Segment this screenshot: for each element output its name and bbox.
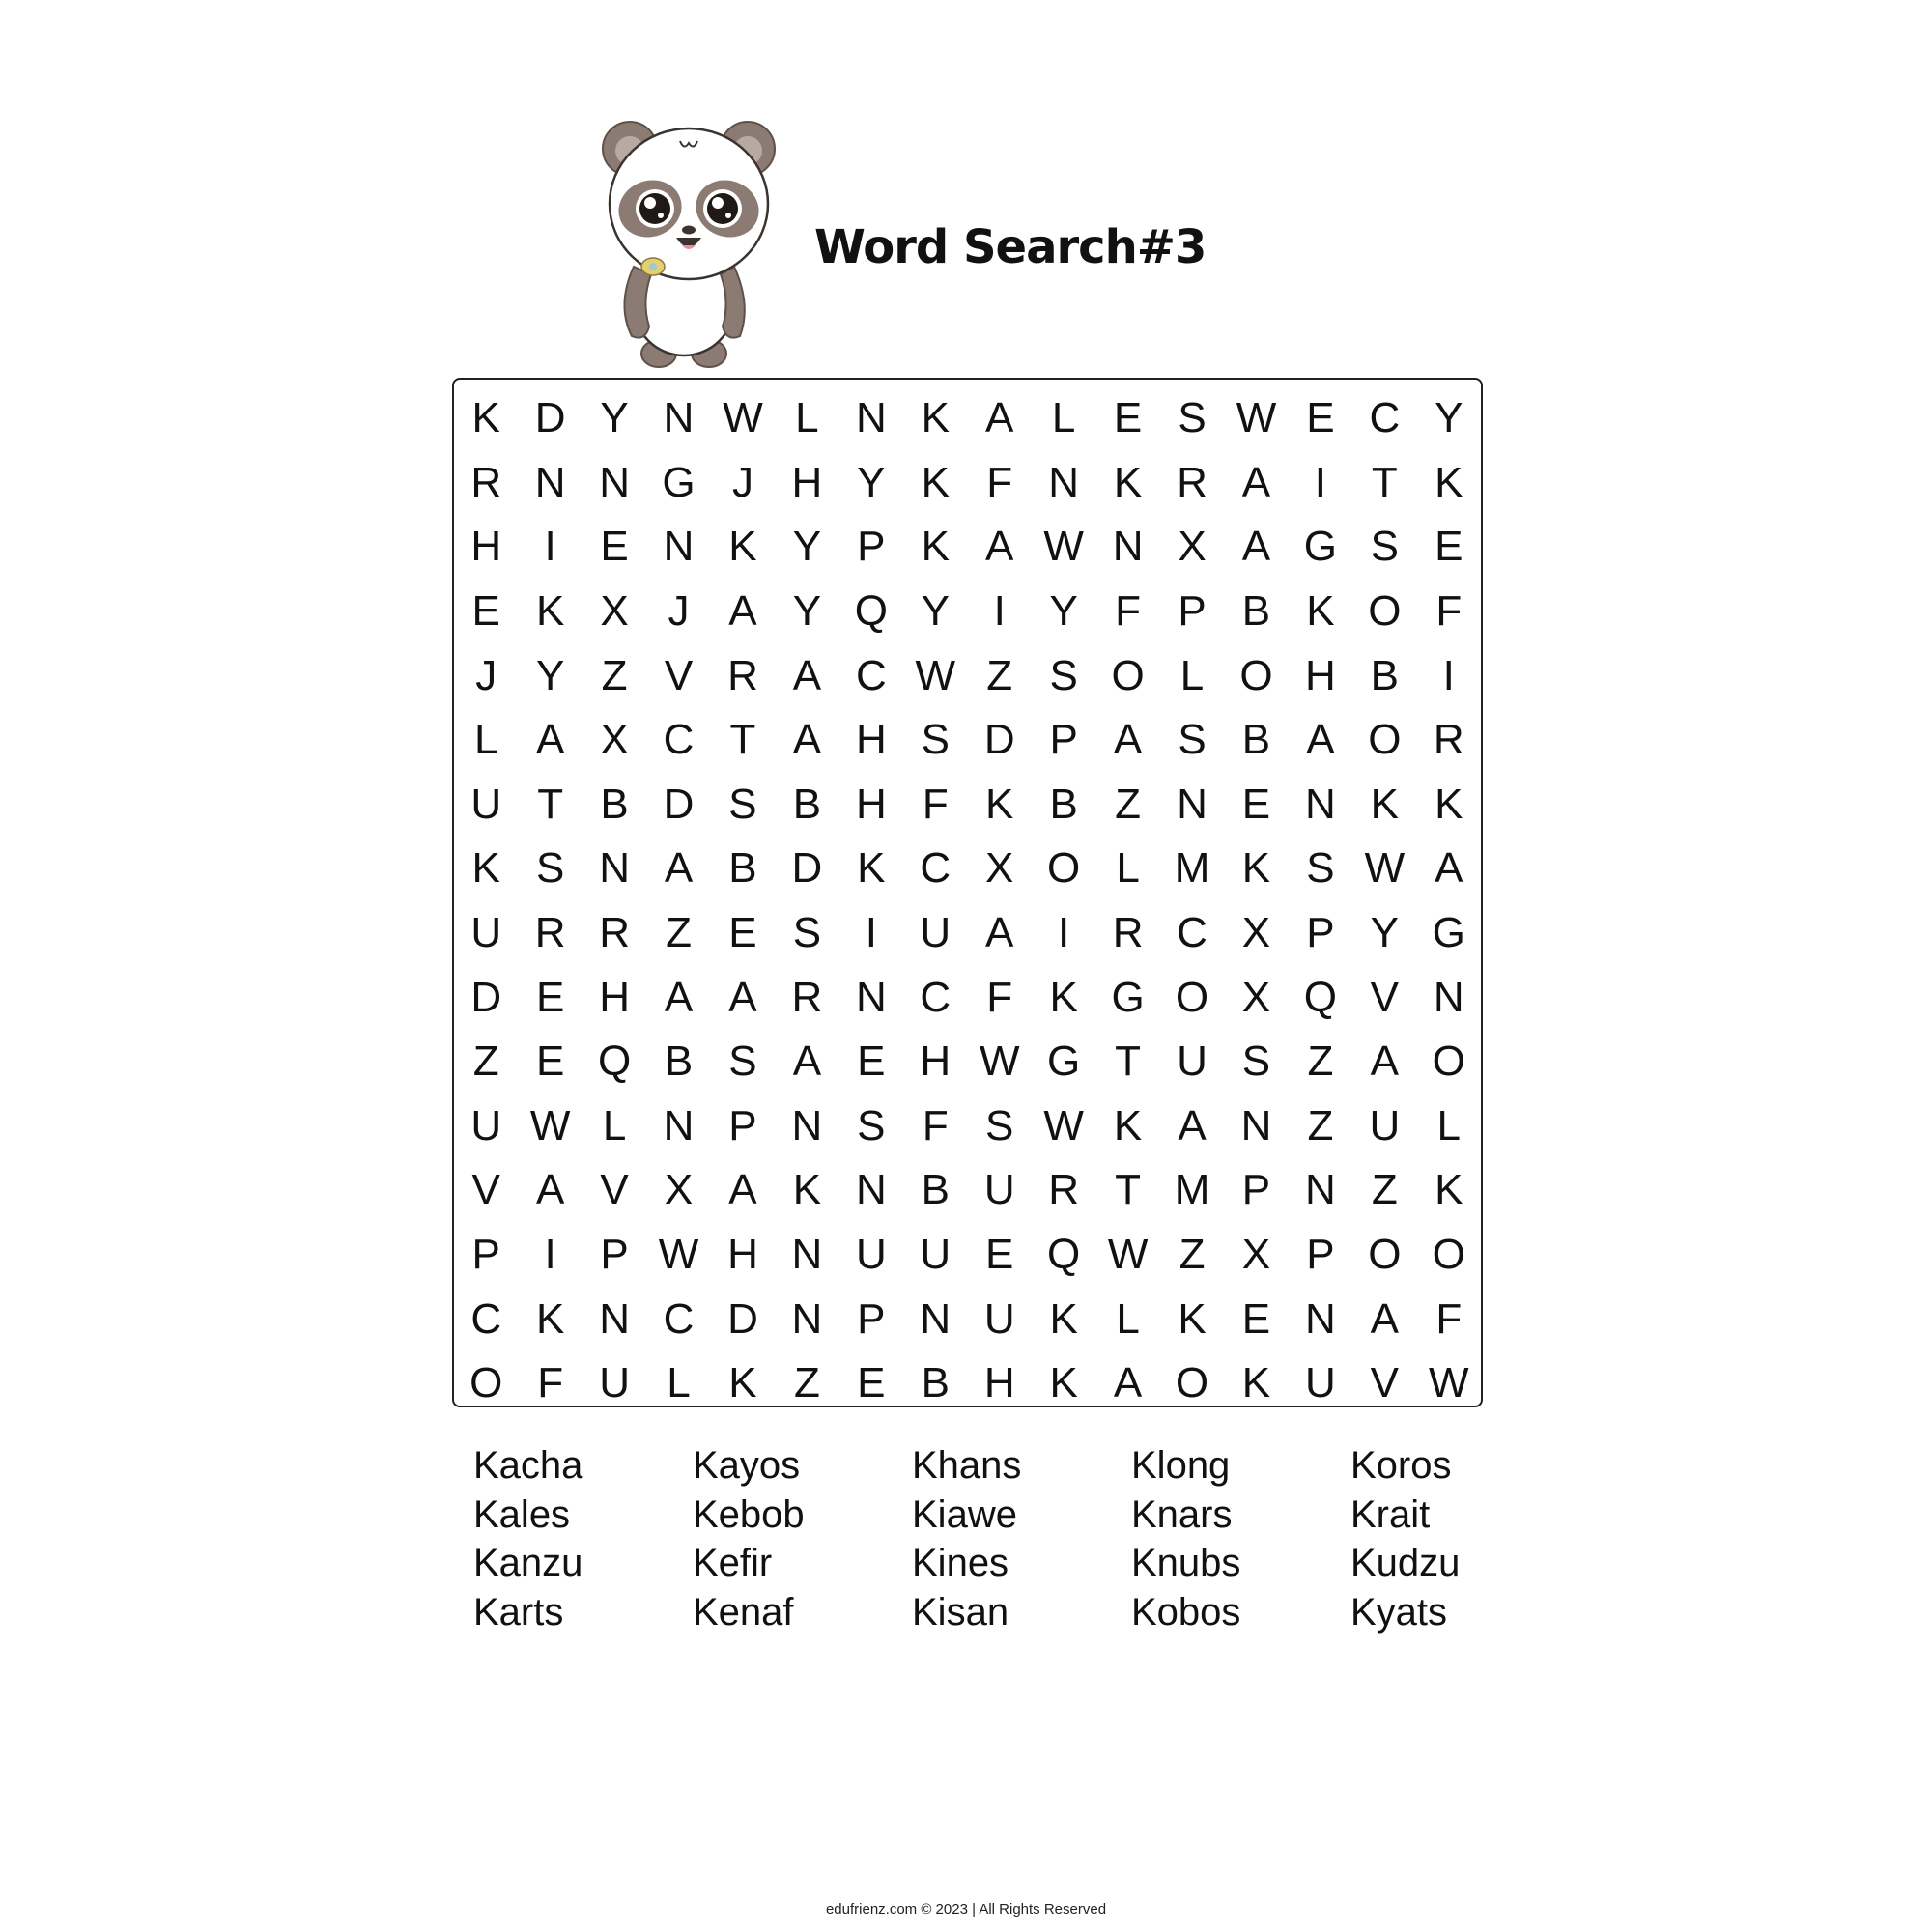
- grid-cell[interactable]: B: [792, 780, 822, 828]
- grid-cell[interactable]: K: [1435, 1166, 1463, 1214]
- grid-cell[interactable]: N: [1305, 780, 1336, 828]
- grid-cell[interactable]: S: [1178, 716, 1207, 764]
- grid-cell[interactable]: K: [535, 587, 565, 636]
- grid-cell[interactable]: O: [1368, 1231, 1402, 1279]
- grid-cell[interactable]: W: [1043, 1101, 1084, 1150]
- grid-cell[interactable]: N: [1112, 523, 1144, 571]
- grid-cell[interactable]: K: [1306, 587, 1335, 636]
- grid-cell[interactable]: U: [983, 1294, 1015, 1343]
- grid-cell[interactable]: H: [1305, 651, 1336, 699]
- grid-cell[interactable]: T: [729, 716, 756, 764]
- grid-cell[interactable]: R: [727, 651, 758, 699]
- grid-cell[interactable]: C: [470, 1294, 502, 1343]
- grid-cell[interactable]: J: [668, 587, 690, 636]
- grid-cell[interactable]: P: [728, 1101, 757, 1150]
- grid-cell[interactable]: K: [985, 780, 1014, 828]
- grid-cell[interactable]: G: [1303, 523, 1338, 571]
- grid-cell[interactable]: Q: [1047, 1231, 1081, 1279]
- grid-cell[interactable]: E: [1113, 394, 1143, 442]
- grid-cell[interactable]: B: [664, 1037, 694, 1086]
- grid-cell[interactable]: N: [1048, 458, 1080, 506]
- grid-cell[interactable]: A: [728, 587, 757, 636]
- grid-cell[interactable]: Z: [601, 651, 628, 699]
- grid-cell[interactable]: I: [865, 909, 877, 957]
- grid-cell[interactable]: O: [469, 1359, 503, 1407]
- grid-cell[interactable]: U: [1305, 1359, 1336, 1407]
- grid-cell[interactable]: K: [1113, 458, 1143, 506]
- grid-cell[interactable]: S: [921, 716, 950, 764]
- grid-cell[interactable]: C: [920, 973, 952, 1021]
- grid-cell[interactable]: K: [792, 1166, 822, 1214]
- grid-cell[interactable]: I: [1314, 458, 1327, 506]
- grid-cell[interactable]: A: [1370, 1037, 1400, 1086]
- grid-cell[interactable]: K: [1370, 780, 1400, 828]
- grid-cell[interactable]: K: [471, 844, 500, 893]
- grid-cell[interactable]: E: [1435, 523, 1463, 571]
- grid-cell[interactable]: I: [1442, 651, 1455, 699]
- grid-cell[interactable]: B: [921, 1166, 950, 1214]
- grid-cell[interactable]: O: [1368, 587, 1402, 636]
- grid-cell[interactable]: A: [792, 1037, 822, 1086]
- grid-cell[interactable]: N: [663, 1101, 695, 1150]
- grid-cell[interactable]: I: [544, 523, 556, 571]
- grid-cell[interactable]: K: [471, 394, 500, 442]
- word-list: [473, 1441, 1570, 1636]
- grid-cell[interactable]: Y: [1435, 394, 1463, 442]
- grid-cell[interactable]: S: [728, 780, 757, 828]
- grid-cell[interactable]: R: [1112, 909, 1144, 957]
- grid-cell[interactable]: W: [979, 1037, 1020, 1086]
- letter-grid[interactable]: [454, 386, 1481, 1416]
- grid-cell[interactable]: O: [1368, 716, 1402, 764]
- grid-cell[interactable]: Q: [854, 587, 888, 636]
- grid-cell[interactable]: P: [600, 1231, 629, 1279]
- grid-cell[interactable]: Z: [1307, 1037, 1334, 1086]
- word-list-item: Kisan: [912, 1590, 1009, 1634]
- grid-cell[interactable]: P: [857, 523, 886, 571]
- word-list-item: Kebob: [693, 1492, 805, 1536]
- grid-cell[interactable]: W: [529, 1101, 571, 1150]
- grid-cell[interactable]: L: [1436, 1101, 1462, 1150]
- word-list-item: Kayos: [693, 1444, 801, 1487]
- grid-cell[interactable]: U: [920, 1231, 952, 1279]
- grid-cell[interactable]: G: [1047, 1037, 1081, 1086]
- grid-cell[interactable]: O: [1111, 651, 1145, 699]
- grid-cell[interactable]: G: [1432, 909, 1465, 957]
- grid-cell[interactable]: E: [728, 909, 757, 957]
- grid-cell[interactable]: D: [983, 716, 1015, 764]
- grid-cell[interactable]: X: [1241, 973, 1271, 1021]
- grid-cell[interactable]: V: [600, 1166, 629, 1214]
- grid-cell[interactable]: L: [1116, 1294, 1140, 1343]
- grid-cell[interactable]: T: [1115, 1166, 1142, 1214]
- word-list-item: Kefir: [693, 1542, 773, 1584]
- grid-cell[interactable]: N: [663, 523, 695, 571]
- grid-cell[interactable]: S: [1306, 844, 1335, 893]
- grid-cell[interactable]: S: [535, 844, 565, 893]
- grid-cell[interactable]: V: [471, 1166, 500, 1214]
- grid-cell[interactable]: V: [1370, 973, 1400, 1021]
- grid-cell[interactable]: O: [1047, 844, 1081, 893]
- grid-cell[interactable]: N: [534, 458, 566, 506]
- word-list-item: Krait: [1350, 1492, 1431, 1536]
- grid-cell[interactable]: L: [602, 1101, 627, 1150]
- grid-cell[interactable]: A: [728, 1166, 757, 1214]
- grid-cell[interactable]: G: [1111, 973, 1145, 1021]
- grid-cell[interactable]: X: [664, 1166, 694, 1214]
- grid-cell[interactable]: A: [535, 716, 565, 764]
- grid-cell[interactable]: S: [728, 1037, 757, 1086]
- grid-cell[interactable]: K: [1241, 1359, 1271, 1407]
- grid-cell[interactable]: A: [1113, 1359, 1143, 1407]
- grid-cell[interactable]: O: [1432, 1037, 1465, 1086]
- copyright-footer: edufrienz.com © 2023 | All Rights Reserved: [825, 1901, 1107, 1918]
- grid-cell[interactable]: Z: [793, 1359, 820, 1407]
- word-list-item: Kyats: [1350, 1590, 1448, 1634]
- grid-cell[interactable]: S: [792, 909, 822, 957]
- grid-cell[interactable]: A: [792, 716, 822, 764]
- grid-cell[interactable]: E: [535, 1037, 565, 1086]
- grid-cell[interactable]: N: [855, 973, 887, 1021]
- grid-cell[interactable]: X: [1241, 909, 1271, 957]
- grid-cell[interactable]: A: [1113, 716, 1143, 764]
- grid-cell[interactable]: Y: [921, 587, 950, 636]
- grid-cell[interactable]: E: [471, 587, 500, 636]
- grid-cell[interactable]: D: [534, 394, 566, 442]
- grid-cell[interactable]: K: [857, 844, 886, 893]
- grid-cell[interactable]: B: [1241, 587, 1271, 636]
- grid-cell[interactable]: R: [599, 909, 630, 957]
- grid-cell[interactable]: K: [1049, 1359, 1078, 1407]
- grid-cell[interactable]: S: [1370, 523, 1400, 571]
- grid-cell[interactable]: A: [1178, 1101, 1207, 1150]
- grid-cell[interactable]: N: [855, 1166, 887, 1214]
- grid-cell[interactable]: Z: [1371, 1166, 1398, 1214]
- grid-cell[interactable]: A: [1241, 523, 1271, 571]
- grid-cell[interactable]: F: [922, 1101, 949, 1150]
- grid-cell[interactable]: K: [1178, 1294, 1207, 1343]
- grid-cell[interactable]: N: [791, 1294, 823, 1343]
- grid-cell[interactable]: P: [1306, 1231, 1335, 1279]
- grid-cell[interactable]: W: [1043, 523, 1084, 571]
- grid-cell[interactable]: R: [1048, 1166, 1080, 1214]
- grid-cell[interactable]: R: [1177, 458, 1208, 506]
- grid-cell[interactable]: H: [855, 780, 887, 828]
- grid-cell[interactable]: X: [1241, 1231, 1271, 1279]
- grid-cell[interactable]: E: [1306, 394, 1335, 442]
- grid-cell[interactable]: W: [1236, 394, 1277, 442]
- grid-cell[interactable]: Y: [857, 458, 886, 506]
- grid-cell[interactable]: E: [857, 1359, 886, 1407]
- grid-cell[interactable]: K: [1049, 1294, 1078, 1343]
- grid-cell[interactable]: D: [470, 973, 502, 1021]
- grid-cell[interactable]: O: [1175, 1359, 1209, 1407]
- grid-cell[interactable]: M: [1174, 844, 1210, 893]
- grid-cell[interactable]: J: [475, 651, 497, 699]
- grid-cell[interactable]: A: [1435, 844, 1463, 893]
- grid-cell[interactable]: R: [470, 458, 502, 506]
- grid-cell[interactable]: N: [599, 458, 630, 506]
- grid-cell[interactable]: E: [1241, 780, 1271, 828]
- grid-cell[interactable]: W: [915, 651, 956, 699]
- grid-cell[interactable]: K: [1435, 780, 1463, 828]
- grid-cell[interactable]: U: [983, 1166, 1015, 1214]
- word-list-item: Kacha: [473, 1444, 583, 1487]
- grid-cell[interactable]: H: [470, 523, 502, 571]
- grid-cell[interactable]: A: [985, 394, 1014, 442]
- grid-cell[interactable]: Y: [792, 523, 822, 571]
- grid-cell[interactable]: S: [1049, 651, 1078, 699]
- grid-cell[interactable]: H: [727, 1231, 758, 1279]
- grid-cell[interactable]: T: [1371, 458, 1398, 506]
- grid-cell[interactable]: K: [921, 458, 950, 506]
- page-title: Word Search#3: [814, 220, 1207, 274]
- grid-cell[interactable]: A: [535, 1166, 565, 1214]
- grid-cell[interactable]: P: [1241, 1166, 1271, 1214]
- grid-cell[interactable]: A: [664, 973, 694, 1021]
- grid-cell[interactable]: N: [1433, 973, 1464, 1021]
- grid-cell[interactable]: Y: [535, 651, 565, 699]
- grid-cell[interactable]: H: [983, 1359, 1015, 1407]
- grid-cell[interactable]: B: [1370, 651, 1400, 699]
- grid-cell[interactable]: F: [986, 458, 1013, 506]
- grid-cell[interactable]: L: [473, 716, 498, 764]
- grid-cell[interactable]: A: [985, 523, 1014, 571]
- word-list-item: Kanzu: [473, 1542, 583, 1584]
- grid-cell[interactable]: P: [1049, 716, 1078, 764]
- grid-cell[interactable]: E: [535, 973, 565, 1021]
- grid-cell[interactable]: B: [1049, 780, 1078, 828]
- grid-cell[interactable]: D: [663, 780, 695, 828]
- grid-cell[interactable]: C: [920, 844, 952, 893]
- word-list-item: Karts: [473, 1590, 564, 1634]
- grid-cell[interactable]: S: [857, 1101, 886, 1150]
- grid-cell[interactable]: A: [985, 909, 1014, 957]
- grid-cell[interactable]: I: [544, 1231, 556, 1279]
- grid-cell[interactable]: A: [728, 973, 757, 1021]
- grid-cell[interactable]: B: [600, 780, 629, 828]
- grid-cell[interactable]: W: [1107, 1231, 1149, 1279]
- grid-cell[interactable]: N: [599, 1294, 630, 1343]
- word-list-item: Kobos: [1131, 1590, 1241, 1634]
- grid-cell[interactable]: Y: [1370, 909, 1400, 957]
- grid-cell[interactable]: N: [1177, 780, 1208, 828]
- grid-cell[interactable]: Q: [597, 1037, 632, 1086]
- grid-cell[interactable]: D: [791, 844, 823, 893]
- grid-cell[interactable]: K: [535, 1294, 565, 1343]
- word-list-item: Kudzu: [1350, 1542, 1461, 1584]
- grid-cell[interactable]: K: [1435, 458, 1463, 506]
- grid-cell[interactable]: W: [1364, 844, 1406, 893]
- grid-cell[interactable]: J: [731, 458, 753, 506]
- grid-cell[interactable]: E: [600, 523, 629, 571]
- grid-cell[interactable]: X: [985, 844, 1014, 893]
- grid-cell[interactable]: K: [1241, 844, 1271, 893]
- word-list-item: Kenaf: [693, 1590, 794, 1634]
- grid-cell[interactable]: Y: [792, 587, 822, 636]
- grid-cell[interactable]: H: [599, 973, 630, 1021]
- grid-cell[interactable]: A: [1241, 458, 1271, 506]
- grid-cell[interactable]: W: [1429, 1359, 1469, 1407]
- grid-cell[interactable]: Q: [1303, 973, 1338, 1021]
- grid-cell[interactable]: S: [985, 1101, 1014, 1150]
- grid-cell[interactable]: D: [727, 1294, 758, 1343]
- grid-cell[interactable]: R: [534, 909, 566, 957]
- grid-cell[interactable]: L: [667, 1359, 691, 1407]
- grid-cell[interactable]: Y: [600, 394, 629, 442]
- grid-cell[interactable]: A: [1370, 1294, 1400, 1343]
- grid-cell[interactable]: P: [1178, 587, 1207, 636]
- word-list-item: Kiawe: [912, 1492, 1017, 1536]
- grid-cell[interactable]: U: [470, 780, 502, 828]
- grid-cell[interactable]: W: [658, 1231, 699, 1279]
- grid-cell[interactable]: P: [857, 1294, 886, 1343]
- grid-cell[interactable]: N: [920, 1294, 952, 1343]
- grid-cell[interactable]: F: [1435, 1294, 1463, 1343]
- grid-cell[interactable]: O: [1175, 973, 1209, 1021]
- grid-cell[interactable]: U: [470, 1101, 502, 1150]
- panda-mascot-illustration: [597, 112, 781, 369]
- grid-cell[interactable]: A: [1306, 716, 1335, 764]
- grid-cell[interactable]: V: [664, 651, 694, 699]
- grid-cell[interactable]: U: [1369, 1101, 1401, 1150]
- grid-cell[interactable]: P: [471, 1231, 500, 1279]
- grid-cell[interactable]: Z: [1179, 1231, 1206, 1279]
- grid-cell[interactable]: X: [600, 587, 629, 636]
- grid-cell[interactable]: U: [599, 1359, 630, 1407]
- grid-cell[interactable]: A: [792, 651, 822, 699]
- grid-cell[interactable]: T: [1115, 1037, 1142, 1086]
- grid-cell[interactable]: N: [791, 1101, 823, 1150]
- grid-cell[interactable]: V: [1370, 1359, 1400, 1407]
- grid-cell[interactable]: N: [1240, 1101, 1272, 1150]
- grid-cell[interactable]: Z: [666, 909, 692, 957]
- grid-cell[interactable]: P: [1306, 909, 1335, 957]
- grid-cell[interactable]: K: [1113, 1101, 1143, 1150]
- grid-cell[interactable]: N: [1305, 1166, 1336, 1214]
- grid-cell[interactable]: C: [1177, 909, 1208, 957]
- word-list-item: Knubs: [1131, 1542, 1241, 1584]
- grid-cell[interactable]: N: [855, 394, 887, 442]
- grid-cell[interactable]: U: [1177, 1037, 1208, 1086]
- grid-cell[interactable]: E: [857, 1037, 886, 1086]
- grid-cell[interactable]: K: [1049, 973, 1078, 1021]
- grid-cell[interactable]: U: [470, 909, 502, 957]
- grid-cell[interactable]: F: [537, 1359, 564, 1407]
- grid-cell[interactable]: R: [791, 973, 823, 1021]
- grid-cell[interactable]: L: [1179, 651, 1205, 699]
- grid-cell[interactable]: B: [921, 1359, 950, 1407]
- grid-cell[interactable]: H: [920, 1037, 952, 1086]
- word-list-item: Koros: [1350, 1444, 1452, 1487]
- grid-cell[interactable]: S: [1241, 1037, 1271, 1086]
- grid-cell[interactable]: G: [662, 458, 696, 506]
- grid-cell[interactable]: H: [855, 716, 887, 764]
- grid-cell[interactable]: F: [922, 780, 949, 828]
- grid-cell[interactable]: K: [728, 523, 757, 571]
- grid-cell[interactable]: Z: [1115, 780, 1142, 828]
- grid-cell[interactable]: Z: [1307, 1101, 1334, 1150]
- grid-cell[interactable]: L: [795, 394, 819, 442]
- grid-cell[interactable]: Z: [986, 651, 1013, 699]
- grid-cell[interactable]: K: [921, 523, 950, 571]
- grid-cell[interactable]: E: [1241, 1294, 1271, 1343]
- grid-cell[interactable]: Y: [1049, 587, 1078, 636]
- word-list-item: Khans: [912, 1444, 1022, 1487]
- grid-cell[interactable]: N: [1305, 1294, 1336, 1343]
- grid-cell[interactable]: F: [986, 973, 1013, 1021]
- grid-cell[interactable]: L: [1051, 394, 1076, 442]
- grid-cell[interactable]: F: [1435, 587, 1463, 636]
- grid-cell[interactable]: C: [1369, 394, 1401, 442]
- grid-cell[interactable]: Z: [472, 1037, 499, 1086]
- grid-cell[interactable]: K: [921, 394, 950, 442]
- grid-cell[interactable]: X: [600, 716, 629, 764]
- grid-cell[interactable]: I: [993, 587, 1006, 636]
- word-list-item: Kales: [473, 1492, 571, 1536]
- grid-cell[interactable]: O: [1239, 651, 1273, 699]
- grid-cell[interactable]: A: [664, 844, 694, 893]
- grid-cell[interactable]: W: [723, 394, 763, 442]
- grid-cell[interactable]: U: [855, 1231, 887, 1279]
- grid-cell[interactable]: B: [1241, 716, 1271, 764]
- grid-cell[interactable]: X: [1178, 523, 1207, 571]
- grid-cell[interactable]: N: [791, 1231, 823, 1279]
- grid-cell[interactable]: N: [663, 394, 695, 442]
- grid-cell[interactable]: C: [663, 1294, 695, 1343]
- grid-cell[interactable]: T: [537, 780, 564, 828]
- grid-cell[interactable]: R: [1433, 716, 1464, 764]
- grid-cell[interactable]: O: [1432, 1231, 1465, 1279]
- grid-cell[interactable]: C: [855, 651, 887, 699]
- grid-cell[interactable]: I: [1058, 909, 1070, 957]
- grid-cell[interactable]: M: [1174, 1166, 1210, 1214]
- word-list-item: Knars: [1131, 1492, 1233, 1536]
- word-list-item: Kines: [912, 1542, 1009, 1584]
- grid-cell[interactable]: F: [1115, 587, 1142, 636]
- grid-cell[interactable]: U: [920, 909, 952, 957]
- grid-cell[interactable]: S: [1178, 394, 1207, 442]
- grid-cell[interactable]: L: [1116, 844, 1140, 893]
- grid-cell[interactable]: E: [985, 1231, 1014, 1279]
- word-list-item: Klong: [1131, 1444, 1231, 1487]
- grid-cell[interactable]: B: [728, 844, 757, 893]
- grid-cell[interactable]: N: [599, 844, 630, 893]
- grid-cell[interactable]: K: [728, 1359, 757, 1407]
- grid-cell[interactable]: H: [791, 458, 823, 506]
- grid-cell[interactable]: C: [663, 716, 695, 764]
